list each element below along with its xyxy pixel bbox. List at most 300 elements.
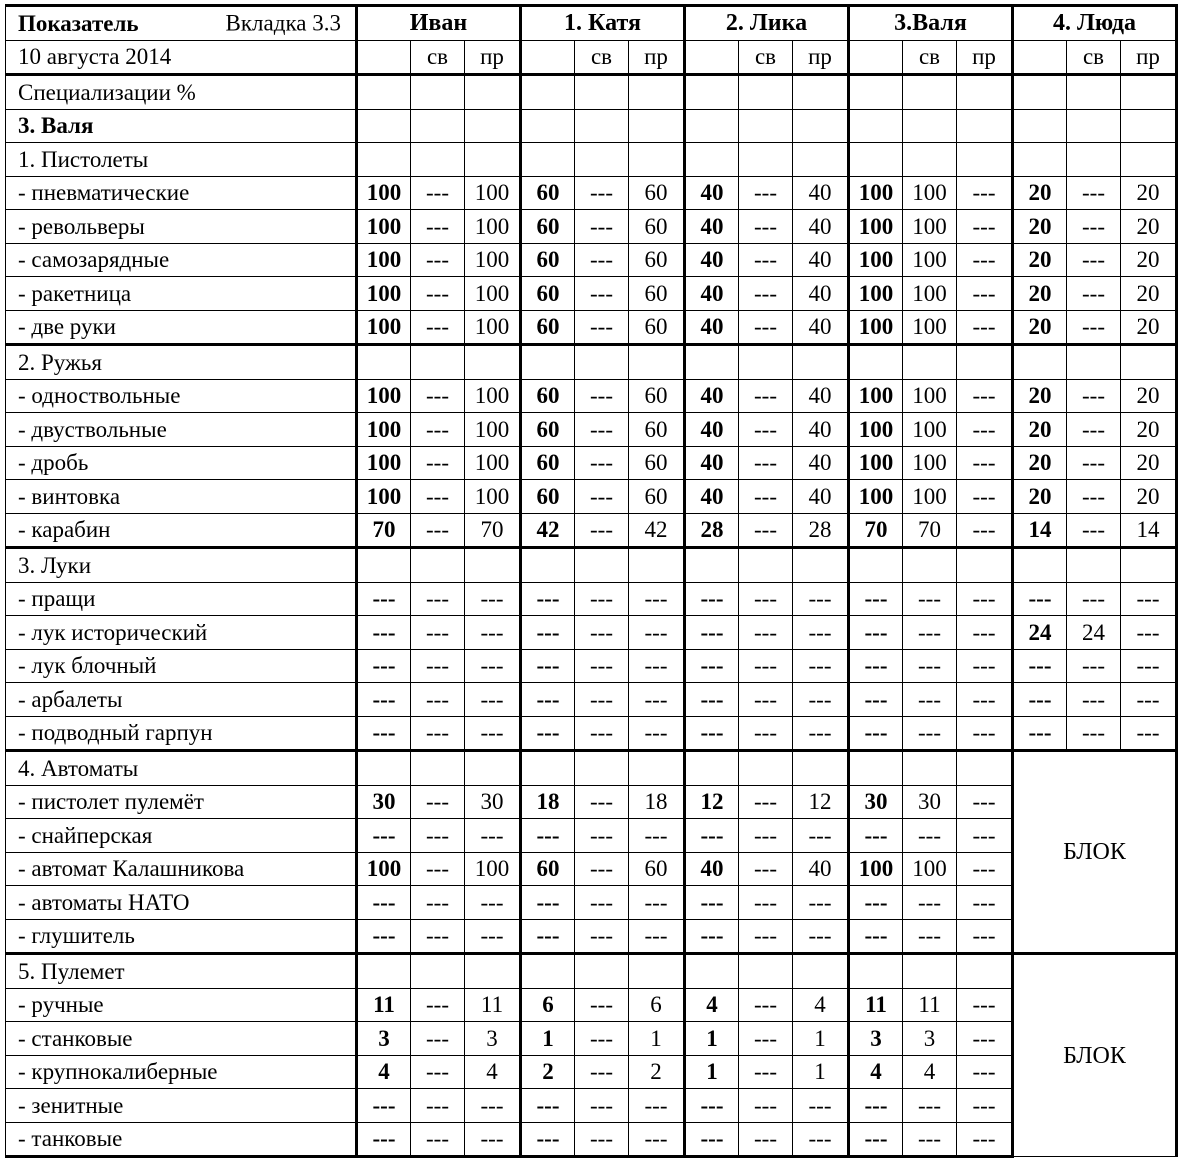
value-cell [411,954,465,989]
value-cell: --- [411,310,465,345]
value-cell [1067,143,1121,177]
value-cell [411,109,465,143]
value-cell [357,75,411,110]
value-cell: --- [957,176,1013,210]
table-row [6,277,1177,311]
value-cell: --- [685,616,739,650]
value-cell: 1 [793,1022,849,1056]
value-cell: 100 [465,480,521,514]
value-cell: 100 [849,277,903,311]
value-cell [357,548,411,583]
value-cell [685,143,739,177]
value-cell: 100 [903,176,957,210]
value-cell [1121,143,1177,177]
value-cell [465,345,521,380]
value-cell: 100 [357,413,411,447]
value-cell: --- [357,919,411,954]
value-cell: 20 [1013,413,1067,447]
value-cell [629,548,685,583]
value-cell: --- [957,683,1013,717]
value-cell: 30 [849,785,903,819]
value-cell: --- [575,988,629,1022]
value-cell: --- [411,649,465,683]
value-cell: --- [903,1122,957,1157]
value-cell [739,954,793,989]
value-cell: --- [629,919,685,954]
person-header: Иван [357,6,521,41]
value-cell: --- [1013,683,1067,717]
value-cell: --- [739,852,793,886]
value-cell: 60 [521,379,575,413]
value-cell: --- [411,1089,465,1123]
value-cell: --- [957,277,1013,311]
value-cell: --- [957,210,1013,244]
value-cell: --- [357,819,411,853]
table-row [6,243,1177,277]
subheader-cell: св [411,40,465,75]
value-cell: --- [575,1089,629,1123]
value-cell [903,143,957,177]
value-cell [357,143,411,177]
value-cell: 20 [1121,446,1177,480]
value-cell: --- [739,582,793,616]
value-cell: --- [685,886,739,920]
row-label: - глушитель [6,919,357,954]
value-cell [357,109,411,143]
value-cell [685,75,739,110]
value-cell: --- [629,683,685,717]
value-cell: 12 [685,785,739,819]
value-cell: --- [575,785,629,819]
value-cell: --- [1067,413,1121,447]
value-cell [1067,345,1121,380]
value-cell: 40 [793,210,849,244]
value-cell: --- [1067,277,1121,311]
value-cell [1121,548,1177,583]
value-cell: --- [957,1089,1013,1123]
value-cell [575,143,629,177]
value-cell: 40 [793,480,849,514]
value-cell: --- [629,582,685,616]
value-cell: 60 [521,277,575,311]
value-cell: 100 [465,852,521,886]
value-cell: --- [849,649,903,683]
value-cell: 100 [903,379,957,413]
block-cell: БЛОК [1013,954,1177,1157]
value-cell: 40 [793,446,849,480]
value-cell: 70 [357,513,411,548]
value-cell [629,345,685,380]
value-cell: --- [465,886,521,920]
value-cell: --- [849,886,903,920]
value-cell: --- [465,1122,521,1157]
value-cell [1121,75,1177,110]
value-cell [957,954,1013,989]
value-cell: 40 [685,480,739,514]
value-cell: --- [357,716,411,751]
row-label: - ручные [6,988,357,1022]
value-cell: --- [903,886,957,920]
value-cell: 20 [1121,480,1177,514]
value-cell: --- [957,582,1013,616]
value-cell: --- [957,480,1013,514]
value-cell: --- [903,683,957,717]
value-cell [793,109,849,143]
value-cell: 14 [1121,513,1177,548]
value-cell [739,751,793,786]
value-cell: --- [739,310,793,345]
value-cell: --- [1067,716,1121,751]
value-cell [465,75,521,110]
value-cell: 60 [521,176,575,210]
value-cell: 28 [685,513,739,548]
row-label: - лук исторический [6,616,357,650]
subheader-cell [1013,40,1067,75]
value-cell: --- [521,1089,575,1123]
value-cell: 70 [465,513,521,548]
section-header-row [6,143,1177,177]
value-cell: 100 [903,446,957,480]
value-cell: --- [739,819,793,853]
value-cell: 100 [357,852,411,886]
row-label: - самозарядные [6,243,357,277]
value-cell: --- [739,446,793,480]
specializations-label: Специализации % [6,75,357,110]
value-cell: 40 [685,243,739,277]
row-label: - крупнокалиберные [6,1055,357,1089]
value-cell [685,751,739,786]
value-cell [793,345,849,380]
value-cell: 2 [521,1055,575,1089]
value-cell: --- [1013,649,1067,683]
value-cell [521,954,575,989]
value-cell [1013,75,1067,110]
value-cell: 12 [793,785,849,819]
table-row [6,683,1177,717]
value-cell [793,751,849,786]
value-cell: --- [793,649,849,683]
value-cell: --- [575,616,629,650]
value-cell: --- [739,616,793,650]
value-cell: 60 [629,480,685,514]
value-cell: 14 [1013,513,1067,548]
value-cell: 24 [1013,616,1067,650]
table-row [6,582,1177,616]
value-cell: --- [575,277,629,311]
value-cell [521,751,575,786]
subheader-cell: св [1067,40,1121,75]
table-row [6,75,1177,110]
value-cell: --- [411,210,465,244]
value-cell: --- [903,716,957,751]
value-cell: --- [411,243,465,277]
value-cell: --- [685,919,739,954]
value-cell: --- [685,649,739,683]
value-cell: --- [357,649,411,683]
subheader-cell [521,40,575,75]
value-cell: --- [575,649,629,683]
value-cell: 100 [849,446,903,480]
section-header-row [6,548,1177,583]
value-cell: --- [521,919,575,954]
value-cell [629,75,685,110]
value-cell: 20 [1013,176,1067,210]
value-cell: --- [1121,616,1177,650]
value-cell [411,548,465,583]
value-cell: --- [575,1122,629,1157]
value-cell: --- [411,1055,465,1089]
value-cell: --- [685,716,739,751]
value-cell: --- [411,886,465,920]
value-cell: --- [411,413,465,447]
value-cell [465,954,521,989]
value-cell: 20 [1121,413,1177,447]
value-cell: --- [1067,446,1121,480]
value-cell: --- [629,649,685,683]
value-cell [903,109,957,143]
value-cell: --- [739,243,793,277]
value-cell: --- [1067,210,1121,244]
table-row [6,616,1177,650]
value-cell: --- [739,1022,793,1056]
value-cell: --- [903,582,957,616]
value-cell: --- [849,919,903,954]
value-cell: 60 [521,243,575,277]
value-cell [1067,548,1121,583]
value-cell [465,548,521,583]
value-cell: --- [1013,716,1067,751]
value-cell: --- [957,310,1013,345]
value-cell: 70 [903,513,957,548]
person-header: 2. Лика [685,6,849,41]
value-cell [849,954,903,989]
value-cell: 100 [357,210,411,244]
value-cell: --- [521,886,575,920]
value-cell [411,75,465,110]
table-row [6,513,1177,548]
subheader-cell: св [739,40,793,75]
value-cell: --- [849,819,903,853]
value-cell: --- [849,716,903,751]
value-cell: 40 [793,310,849,345]
value-cell: --- [957,716,1013,751]
value-cell: 40 [793,379,849,413]
value-cell: --- [411,446,465,480]
value-cell: 28 [793,513,849,548]
subheader-cell: пр [629,40,685,75]
value-cell: 60 [629,446,685,480]
row-label: - винтовка [6,480,357,514]
section-header-row [6,345,1177,380]
value-cell: 60 [629,210,685,244]
value-cell: 100 [357,176,411,210]
value-cell: --- [1067,683,1121,717]
subheader-cell: св [575,40,629,75]
value-cell: --- [575,513,629,548]
value-cell [411,143,465,177]
value-cell: 40 [685,379,739,413]
value-cell: 100 [357,243,411,277]
value-cell: --- [357,1089,411,1123]
value-cell [629,954,685,989]
value-cell [793,548,849,583]
table-row [6,716,1177,751]
value-cell [521,548,575,583]
subheader-cell [849,40,903,75]
value-cell: 100 [849,243,903,277]
value-cell [685,345,739,380]
table-row [6,1089,1177,1123]
person-header: 1. Катя [521,6,685,41]
value-cell [575,548,629,583]
value-cell: --- [629,716,685,751]
value-cell: 4 [357,1055,411,1089]
row-label: - станковые [6,1022,357,1056]
section-title: 2. Ружья [6,345,357,380]
value-cell: --- [575,243,629,277]
value-cell: --- [957,379,1013,413]
value-cell: 100 [849,852,903,886]
row-label: - автоматы НАТО [6,886,357,920]
value-cell [629,143,685,177]
person-header: 4. Люда [1013,6,1177,41]
value-cell: --- [793,819,849,853]
value-cell: --- [1121,716,1177,751]
value-cell [849,75,903,110]
value-cell: --- [575,919,629,954]
value-cell: --- [957,1122,1013,1157]
value-cell: --- [903,1089,957,1123]
value-cell: --- [957,988,1013,1022]
table-row [6,480,1177,514]
row-label: - автомат Калашникова [6,852,357,886]
value-cell: --- [739,988,793,1022]
value-cell: 60 [521,210,575,244]
value-cell: 40 [793,243,849,277]
value-cell: --- [793,616,849,650]
section-title: 1. Пистолеты [6,143,357,177]
value-cell [685,954,739,989]
value-cell: 6 [521,988,575,1022]
header-row [6,6,1177,41]
value-cell: --- [1013,582,1067,616]
value-cell: 11 [465,988,521,1022]
value-cell: 100 [849,176,903,210]
value-cell: --- [521,683,575,717]
value-cell: --- [739,919,793,954]
row-label: - подводный гарпун [6,716,357,751]
value-cell: --- [411,988,465,1022]
value-cell [411,751,465,786]
value-cell: --- [957,886,1013,920]
value-cell: 100 [357,480,411,514]
value-cell: --- [411,1022,465,1056]
value-cell [685,109,739,143]
value-cell: --- [849,1122,903,1157]
value-cell: --- [685,683,739,717]
value-cell: --- [575,716,629,751]
value-cell [957,109,1013,143]
value-cell: --- [739,1055,793,1089]
value-cell: --- [575,379,629,413]
value-cell: 60 [629,852,685,886]
value-cell: 100 [849,310,903,345]
value-cell: --- [521,616,575,650]
table-row [6,446,1177,480]
value-cell [849,345,903,380]
value-cell [849,548,903,583]
value-cell: 100 [849,210,903,244]
value-cell: 2 [629,1055,685,1089]
value-cell: --- [957,1055,1013,1089]
value-cell: 20 [1121,310,1177,345]
value-cell: 100 [903,210,957,244]
value-cell: 11 [849,988,903,1022]
value-cell: 100 [849,480,903,514]
section-title: 5. Пулемет [6,954,357,989]
value-cell: 60 [629,379,685,413]
block-cell: БЛОК [1013,751,1177,954]
value-cell: 40 [685,413,739,447]
value-cell: --- [629,616,685,650]
value-cell: 60 [521,413,575,447]
header-date: 10 августа 2014 [6,40,357,75]
value-cell: 100 [357,277,411,311]
value-cell: --- [357,616,411,650]
value-cell: 20 [1121,243,1177,277]
header-title: Показатель [18,10,139,36]
value-cell: --- [1067,649,1121,683]
value-cell: --- [411,819,465,853]
value-cell: 20 [1121,176,1177,210]
value-cell: --- [575,582,629,616]
value-cell [1121,109,1177,143]
value-cell [465,751,521,786]
value-cell: --- [739,513,793,548]
table-row [6,649,1177,683]
section-title: 4. Автоматы [6,751,357,786]
value-cell: --- [411,480,465,514]
value-cell [411,345,465,380]
row-label: - дробь [6,446,357,480]
table-row [6,819,1177,853]
value-cell: --- [629,819,685,853]
value-cell: 3 [849,1022,903,1056]
value-cell: 100 [357,446,411,480]
value-cell: --- [957,785,1013,819]
value-cell [793,75,849,110]
value-cell [575,751,629,786]
value-cell [957,345,1013,380]
value-cell: --- [957,413,1013,447]
tab-label: Вкладка 3.3 [225,10,341,36]
value-cell: 24 [1067,616,1121,650]
value-cell [1121,345,1177,380]
value-cell: 18 [521,785,575,819]
value-cell [739,109,793,143]
table-row [6,1022,1177,1056]
value-cell: --- [411,277,465,311]
value-cell: --- [1067,243,1121,277]
value-cell: 30 [357,785,411,819]
value-cell [849,143,903,177]
row-label: - пневматические [6,176,357,210]
table-row [6,988,1177,1022]
value-cell [903,75,957,110]
value-cell: --- [575,413,629,447]
value-cell: 30 [465,785,521,819]
value-cell: 100 [465,446,521,480]
